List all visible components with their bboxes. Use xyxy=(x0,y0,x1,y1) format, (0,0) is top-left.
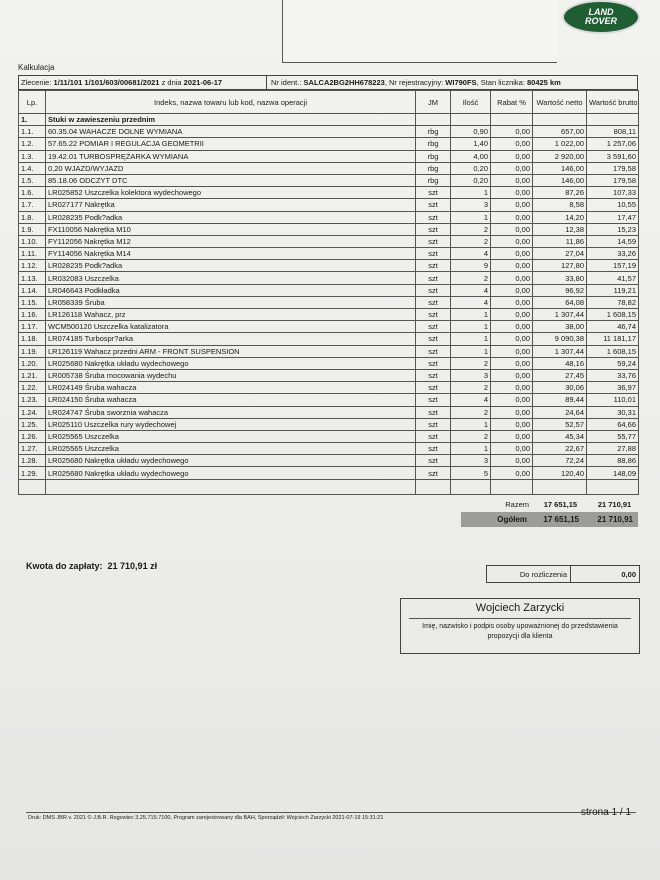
row-quantity: 2 xyxy=(451,223,491,235)
row-discount: 0,00 xyxy=(491,467,533,479)
row-net: 27,45 xyxy=(533,369,587,381)
row-description: 19.42.01 TURBOSPRĘŻARKA WYMIANA xyxy=(46,150,416,162)
row-discount: 0,00 xyxy=(491,187,533,199)
row-description: FX110056 Nakrętka M10 xyxy=(46,223,416,235)
row-description: 57.65.22 POMIAR I REGULACJA GEOMETRII xyxy=(46,138,416,150)
reg-value: WI790FS xyxy=(445,78,477,87)
row-discount: 0,00 xyxy=(491,248,533,260)
row-description: WCM500120 Uszczelka katalizatora xyxy=(46,321,416,333)
row-description: LR058339 Śruba xyxy=(46,296,416,308)
amount-due xyxy=(26,561,157,571)
row-discount: 0,00 xyxy=(491,345,533,357)
row-unit: szt xyxy=(416,248,451,260)
signature-note: Imię, nazwisko i podpis osoby upoważnionej do przedstawienia propozycji dla klienta xyxy=(422,623,618,640)
amount-due-value: 21 710,91 zł xyxy=(107,561,158,571)
table-row xyxy=(19,333,639,345)
row-net: 87,26 xyxy=(533,187,587,199)
row-lp: 1.11. xyxy=(19,248,46,260)
row-unit: szt xyxy=(416,199,451,211)
row-unit: szt xyxy=(416,284,451,296)
row-quantity: 4,00 xyxy=(451,150,491,162)
row-lp: 1.27. xyxy=(19,443,46,455)
row-unit: szt xyxy=(416,357,451,369)
row-discount: 0,00 xyxy=(491,284,533,296)
row-discount: 0,00 xyxy=(491,430,533,442)
row-discount: 0,00 xyxy=(491,138,533,150)
row-discount: 0,00 xyxy=(491,443,533,455)
subtotal-net: 17 651,15 xyxy=(543,500,578,509)
row-description: LR025680 Nakrętka układu wydechowego xyxy=(46,467,416,479)
row-gross: 78,82 xyxy=(587,296,639,308)
row-description: 0,20 WJAZD/WYJAZD xyxy=(46,162,416,174)
row-discount: 0,00 xyxy=(491,369,533,381)
row-quantity: 5 xyxy=(451,467,491,479)
table-row xyxy=(19,272,639,284)
row-quantity: 3 xyxy=(451,455,491,467)
table-row xyxy=(19,357,639,369)
row-unit: szt xyxy=(416,235,451,247)
footer-divider xyxy=(26,812,636,813)
row-lp: 1.22. xyxy=(19,382,46,394)
table-row xyxy=(19,369,639,381)
row-discount: 0,00 xyxy=(491,150,533,162)
table-row xyxy=(19,430,639,442)
order-number: 1/11/101 1/101/603/00681/2021 xyxy=(53,78,160,87)
col-lp: Lp. xyxy=(19,91,46,114)
row-gross: 179,58 xyxy=(587,162,639,174)
row-gross: 41,57 xyxy=(587,272,639,284)
row-discount: 0,00 xyxy=(491,126,533,138)
row-unit: rbg xyxy=(416,138,451,150)
row-gross: 15,23 xyxy=(587,223,639,235)
row-discount: 0,00 xyxy=(491,406,533,418)
row-unit: rbg xyxy=(416,162,451,174)
row-discount: 0,00 xyxy=(491,333,533,345)
row-discount: 0,00 xyxy=(491,272,533,284)
grand-total-gross: 21 710,91 xyxy=(597,515,633,524)
grand-total-row xyxy=(461,512,638,527)
table-header-row xyxy=(19,91,639,114)
row-quantity: 1 xyxy=(451,309,491,321)
row-quantity: 1,40 xyxy=(451,138,491,150)
row-net: 89,44 xyxy=(533,394,587,406)
row-gross: 33,76 xyxy=(587,369,639,381)
row-gross: 46,74 xyxy=(587,321,639,333)
table-row xyxy=(19,223,639,235)
section-lp: 1. xyxy=(19,114,46,126)
table-row xyxy=(19,126,639,138)
items-table xyxy=(18,90,639,495)
row-net: 8,58 xyxy=(533,199,587,211)
row-description: LR126118 Wahacz, prz xyxy=(46,309,416,321)
row-unit: szt xyxy=(416,321,451,333)
row-quantity: 3 xyxy=(451,199,491,211)
row-gross: 30,31 xyxy=(587,406,639,418)
row-lp: 1.4. xyxy=(19,162,46,174)
row-lp: 1.7. xyxy=(19,199,46,211)
row-description: LR005738 Śruba mocowania wydechu xyxy=(46,369,416,381)
col-unit: JM xyxy=(416,91,451,114)
col-quantity: Ilość xyxy=(451,91,491,114)
row-net: 1 307,44 xyxy=(533,309,587,321)
row-quantity: 1 xyxy=(451,333,491,345)
row-quantity: 1 xyxy=(451,187,491,199)
table-row xyxy=(19,418,639,430)
table-row xyxy=(19,138,639,150)
order-date: 2021-06-17 xyxy=(183,78,223,87)
row-gross: 17,47 xyxy=(587,211,639,223)
row-net: 120,40 xyxy=(533,467,587,479)
row-discount: 0,00 xyxy=(491,321,533,333)
row-description: LR025680 Nakrętka układu wydechowego xyxy=(46,455,416,467)
row-description: LR126119 Wahacz przedni ARM - FRONT SUSPENSION xyxy=(46,345,416,357)
table-blank-row xyxy=(19,479,639,494)
row-unit: rbg xyxy=(416,150,451,162)
row-unit: rbg xyxy=(416,126,451,138)
row-description: FY114056 Nakrętka M14 xyxy=(46,248,416,260)
row-quantity: 2 xyxy=(451,430,491,442)
row-lp: 1.9. xyxy=(19,223,46,235)
order-label: Zlecenie: xyxy=(21,78,52,87)
row-description: LR024150 Śruba wahacza xyxy=(46,394,416,406)
row-gross: 27,88 xyxy=(587,443,639,455)
row-gross: 88,86 xyxy=(587,455,639,467)
row-description: FY112056 Nakrętka M12 xyxy=(46,235,416,247)
row-lp: 1.28. xyxy=(19,455,46,467)
amount-due-label: Kwota do zapłaty: xyxy=(26,561,103,571)
row-gross: 808,11 xyxy=(587,126,639,138)
settlement-value: 0,00 xyxy=(621,569,636,579)
date-label: z dnia xyxy=(161,78,182,87)
row-lp: 1.6. xyxy=(19,187,46,199)
row-unit: rbg xyxy=(416,174,451,186)
row-lp: 1.21. xyxy=(19,369,46,381)
row-quantity: 4 xyxy=(451,284,491,296)
row-unit: szt xyxy=(416,211,451,223)
row-net: 33,80 xyxy=(533,272,587,284)
row-discount: 0,00 xyxy=(491,382,533,394)
row-gross: 148,09 xyxy=(587,467,639,479)
table-row xyxy=(19,162,639,174)
row-description: LR024149 Śruba wahacza xyxy=(46,382,416,394)
row-description: LR025680 Nakrętka układu wydechowego xyxy=(46,357,416,369)
row-unit: szt xyxy=(416,430,451,442)
row-net: 22,67 xyxy=(533,443,587,455)
row-quantity: 4 xyxy=(451,296,491,308)
row-unit: szt xyxy=(416,272,451,284)
row-quantity: 0,20 xyxy=(451,162,491,174)
section-title: Kalkulacja xyxy=(18,63,55,72)
row-gross: 1 608,15 xyxy=(587,345,639,357)
subtotal-gross: 21 710,91 xyxy=(597,500,632,509)
table-row xyxy=(19,309,639,321)
row-quantity: 2 xyxy=(451,357,491,369)
row-gross: 157,19 xyxy=(587,260,639,272)
table-row xyxy=(19,345,639,357)
row-description: 85.18.06 ODCZYT DTC xyxy=(46,174,416,186)
table-row xyxy=(19,235,639,247)
table-row xyxy=(19,296,639,308)
table-row xyxy=(19,394,639,406)
row-discount: 0,00 xyxy=(491,223,533,235)
row-gross: 179,58 xyxy=(587,174,639,186)
row-quantity: 2 xyxy=(451,235,491,247)
row-quantity: 9 xyxy=(451,260,491,272)
table-row xyxy=(19,321,639,333)
row-net: 146,00 xyxy=(533,174,587,186)
row-lp: 1.26. xyxy=(19,430,46,442)
row-unit: szt xyxy=(416,345,451,357)
row-discount: 0,00 xyxy=(491,260,533,272)
row-net: 14,20 xyxy=(533,211,587,223)
grand-total-net: 17 651,15 xyxy=(543,515,579,524)
page-number: strona 1 / 1 xyxy=(581,807,632,818)
row-discount: 0,00 xyxy=(491,455,533,467)
row-gross: 119,21 xyxy=(587,284,639,296)
row-unit: szt xyxy=(416,382,451,394)
row-unit: szt xyxy=(416,443,451,455)
row-description: LR027177 Nakrętka xyxy=(46,199,416,211)
footer-text: Druk: DMS JBR v. 2021 © J.B.R. Rogowiec 3.25.715.7100, Program zarejestrowany dla BAH, Sporządził: Wojciech Zarzycki 2021-07-19 15:31:21 xyxy=(28,815,384,821)
row-unit: szt xyxy=(416,406,451,418)
row-lp: 1.13. xyxy=(19,272,46,284)
row-gross: 10,55 xyxy=(587,199,639,211)
col-gross: Wartość brutto xyxy=(587,91,639,114)
row-net: 12,38 xyxy=(533,223,587,235)
row-unit: szt xyxy=(416,333,451,345)
col-discount: Rabat % xyxy=(491,91,533,114)
row-quantity: 1 xyxy=(451,345,491,357)
table-row xyxy=(19,455,639,467)
section-title: Stuki w zawieszeniu przednim xyxy=(46,114,416,126)
row-lp: 1.17. xyxy=(19,321,46,333)
row-quantity: 1 xyxy=(451,418,491,430)
row-discount: 0,00 xyxy=(491,235,533,247)
subtotal-label: Razem xyxy=(505,500,529,509)
row-quantity: 4 xyxy=(451,248,491,260)
signature-divider xyxy=(409,618,631,619)
table-row xyxy=(19,187,639,199)
row-gross: 33,26 xyxy=(587,248,639,260)
row-net: 38,00 xyxy=(533,321,587,333)
table-row xyxy=(19,150,639,162)
grand-total-label: Ogółem xyxy=(497,515,527,524)
row-description: LR046643 Podkładka xyxy=(46,284,416,296)
reg-label: Nr rejestracyjny: xyxy=(389,78,444,87)
row-gross: 14,59 xyxy=(587,235,639,247)
row-gross: 1 608,15 xyxy=(587,309,639,321)
row-lp: 1.18. xyxy=(19,333,46,345)
row-description: LR074185 Turbospr?arka xyxy=(46,333,416,345)
row-lp: 1.29. xyxy=(19,467,46,479)
row-net: 1 307,44 xyxy=(533,345,587,357)
row-description: LR025565 Uszczelka xyxy=(46,430,416,442)
row-quantity: 0,90 xyxy=(451,126,491,138)
odometer-value: 80425 km xyxy=(527,78,561,87)
row-net: 64,08 xyxy=(533,296,587,308)
row-quantity: 1 xyxy=(451,321,491,333)
row-lp: 1.2. xyxy=(19,138,46,150)
row-gross: 3 591,60 xyxy=(587,150,639,162)
row-unit: szt xyxy=(416,418,451,430)
row-quantity: 1 xyxy=(451,211,491,223)
table-row xyxy=(19,382,639,394)
row-description: LR025110 Uszczelka rury wydechowej xyxy=(46,418,416,430)
row-quantity: 3 xyxy=(451,369,491,381)
row-discount: 0,00 xyxy=(491,174,533,186)
table-row xyxy=(19,211,639,223)
row-unit: szt xyxy=(416,260,451,272)
odometer-label: Stan licznika: xyxy=(480,78,525,87)
row-lp: 1.12. xyxy=(19,260,46,272)
row-lp: 1.23. xyxy=(19,394,46,406)
subtotal-row xyxy=(457,500,631,509)
row-net: 48,16 xyxy=(533,357,587,369)
table-row xyxy=(19,174,639,186)
row-net: 27,04 xyxy=(533,248,587,260)
row-unit: szt xyxy=(416,467,451,479)
row-gross: 107,33 xyxy=(587,187,639,199)
table-row xyxy=(19,260,639,272)
row-lp: 1.16. xyxy=(19,309,46,321)
row-unit: szt xyxy=(416,296,451,308)
row-unit: szt xyxy=(416,455,451,467)
row-discount: 0,00 xyxy=(491,394,533,406)
table-row xyxy=(19,443,639,455)
land-rover-logo xyxy=(562,0,640,34)
row-lp: 1.3. xyxy=(19,150,46,162)
row-lp: 1.8. xyxy=(19,211,46,223)
address-box xyxy=(282,0,557,63)
row-net: 1 022,00 xyxy=(533,138,587,150)
row-net: 24,64 xyxy=(533,406,587,418)
row-description: LR032083 Uszczelka xyxy=(46,272,416,284)
row-gross: 110,01 xyxy=(587,394,639,406)
table-row xyxy=(19,467,639,479)
settlement-label: Do rozliczenia xyxy=(487,566,571,582)
row-discount: 0,00 xyxy=(491,211,533,223)
logo-line2: ROVER xyxy=(584,16,617,26)
row-quantity: 4 xyxy=(451,394,491,406)
row-unit: szt xyxy=(416,223,451,235)
row-net: 146,00 xyxy=(533,162,587,174)
row-quantity: 2 xyxy=(451,382,491,394)
logo-line1: LAND xyxy=(588,7,614,17)
row-unit: szt xyxy=(416,394,451,406)
row-lp: 1.15. xyxy=(19,296,46,308)
row-net: 11,86 xyxy=(533,235,587,247)
row-discount: 0,00 xyxy=(491,199,533,211)
row-discount: 0,00 xyxy=(491,418,533,430)
row-quantity: 2 xyxy=(451,406,491,418)
row-net: 657,00 xyxy=(533,126,587,138)
table-row xyxy=(19,199,639,211)
settlement-box xyxy=(486,565,640,583)
row-lp: 1.20. xyxy=(19,357,46,369)
col-description: Indeks, nazwa towaru lub kod, nazwa operacji xyxy=(46,91,416,114)
order-header: Zlecenie: 1/11/101 1/101/603/00681/2021 z dnia 2021-06-17 Nr ident.: SALCA2BG2HH678223 , Nr rejestracyjny: WI790FS , Stan licznika: 80425 km xyxy=(18,75,638,90)
section-row xyxy=(19,114,639,126)
row-net: 52,57 xyxy=(533,418,587,430)
row-lp: 1.25. xyxy=(19,418,46,430)
row-lp: 1.1. xyxy=(19,126,46,138)
vin-label: Nr ident.: xyxy=(271,78,302,87)
row-lp: 1.5. xyxy=(19,174,46,186)
row-quantity: 2 xyxy=(451,272,491,284)
row-description: LR024747 Śruba sworznia wahacza xyxy=(46,406,416,418)
signature-box xyxy=(400,598,640,654)
row-quantity: 0,20 xyxy=(451,174,491,186)
row-net: 2 920,00 xyxy=(533,150,587,162)
row-gross: 1 257,06 xyxy=(587,138,639,150)
row-net: 127,80 xyxy=(533,260,587,272)
row-description: LR025852 Uszczelka kolektora wydechowego xyxy=(46,187,416,199)
row-unit: szt xyxy=(416,369,451,381)
row-net: 96,92 xyxy=(533,284,587,296)
table-row xyxy=(19,248,639,260)
row-lp: 1.24. xyxy=(19,406,46,418)
row-net: 9 090,38 xyxy=(533,333,587,345)
vin-value: SALCA2BG2HH678223 xyxy=(303,78,385,87)
row-gross: 64,66 xyxy=(587,418,639,430)
row-net: 45,34 xyxy=(533,430,587,442)
row-description: LR025565 Uszczelka xyxy=(46,443,416,455)
row-description: LR028235 Podk?adka xyxy=(46,211,416,223)
row-lp: 1.14. xyxy=(19,284,46,296)
row-net: 72,24 xyxy=(533,455,587,467)
row-quantity: 1 xyxy=(451,443,491,455)
row-gross: 36,97 xyxy=(587,382,639,394)
col-net: Wartość netto xyxy=(533,91,587,114)
row-discount: 0,00 xyxy=(491,357,533,369)
row-discount: 0,00 xyxy=(491,296,533,308)
table-row xyxy=(19,284,639,296)
row-discount: 0,00 xyxy=(491,309,533,321)
row-net: 30,06 xyxy=(533,382,587,394)
table-row xyxy=(19,406,639,418)
row-lp: 1.19. xyxy=(19,345,46,357)
row-unit: szt xyxy=(416,309,451,321)
row-discount: 0,00 xyxy=(491,162,533,174)
row-gross: 59,24 xyxy=(587,357,639,369)
signatory-name: Wojciech Zarzycki xyxy=(475,602,565,614)
row-gross: 55,77 xyxy=(587,430,639,442)
row-gross: 11 181,17 xyxy=(587,333,639,345)
row-description: 60.35.04 WAHACZE DOLNE WYMIANA xyxy=(46,126,416,138)
row-lp: 1.10. xyxy=(19,235,46,247)
row-unit: szt xyxy=(416,187,451,199)
row-description: LR028235 Podk?adka xyxy=(46,260,416,272)
